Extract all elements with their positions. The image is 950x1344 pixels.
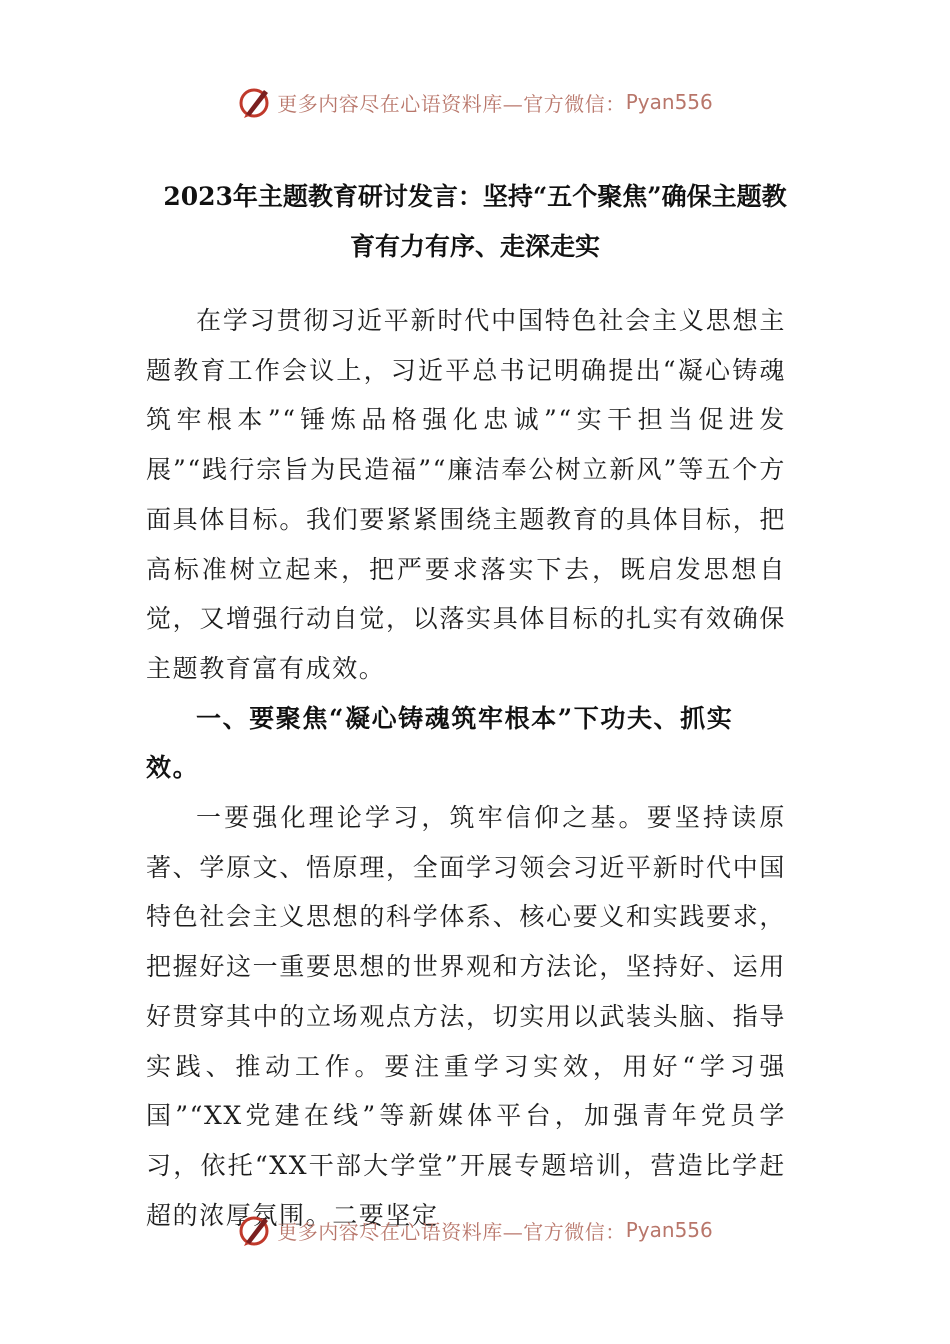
header-banner <box>0 82 950 122</box>
document-body <box>146 296 786 1240</box>
pen-logo-icon <box>237 1212 273 1248</box>
banner-text: 更多内容尽在心语资料库—官方微信： <box>277 91 626 116</box>
banner-text: 更多内容尽在心语资料库—官方微信： <box>277 1219 626 1244</box>
document-title <box>140 172 810 272</box>
title-line-1: 2023年主题教育研讨发言：坚持“五个聚焦”确保主题教 <box>163 182 787 211</box>
wechat-id: Pyan556 <box>625 1218 713 1242</box>
footer-banner <box>0 1210 950 1250</box>
intro-paragraph: 在学习贯彻习近平新时代中国特色社会主义思想主题教育工作会议上，习近平总书记明确提出“凝心铸魂筑牢根本”“锤炼品格强化忠诚”“实干担当促进发展”“践行宗旨为民造福”“廉洁奉公树立新风”等五个方面具体目标。我们要紧紧围绕主题教育的具体目标，把高标准树立起来，把严要求落实下去，既启发思想自觉，又增强行动自觉，以落实具体目标的扎实有效确保主题教育富有成效。 <box>146 306 786 683</box>
pen-logo-icon <box>237 84 273 120</box>
wechat-id: Pyan556 <box>625 90 713 114</box>
section-heading: 一、要聚焦“凝心铸魂筑牢根本”下功夫、抓实效。 <box>146 703 734 783</box>
title-line-2: 育有力有序、走深走实 <box>349 232 600 261</box>
section-paragraph: 一要强化理论学习，筑牢信仰之基。要坚持读原著、学原文、悟原理，全面学习领会习近平新时代中国特色社会主义思想的科学体系、核心要义和实践要求，把握好这一重要思想的世界观和方法论，坚持好、运用好贯穿其中的立场观点方法，切实用以武装头脑、指导实践、推动工作。要注重学习实效，用好“学习强国”“XX党建在线”等新媒体平台，加强青年党员学习，依托“XX干部大学堂”开展专题培训，营造比学赶超的浓厚氛围。二要坚定 <box>146 803 786 1230</box>
